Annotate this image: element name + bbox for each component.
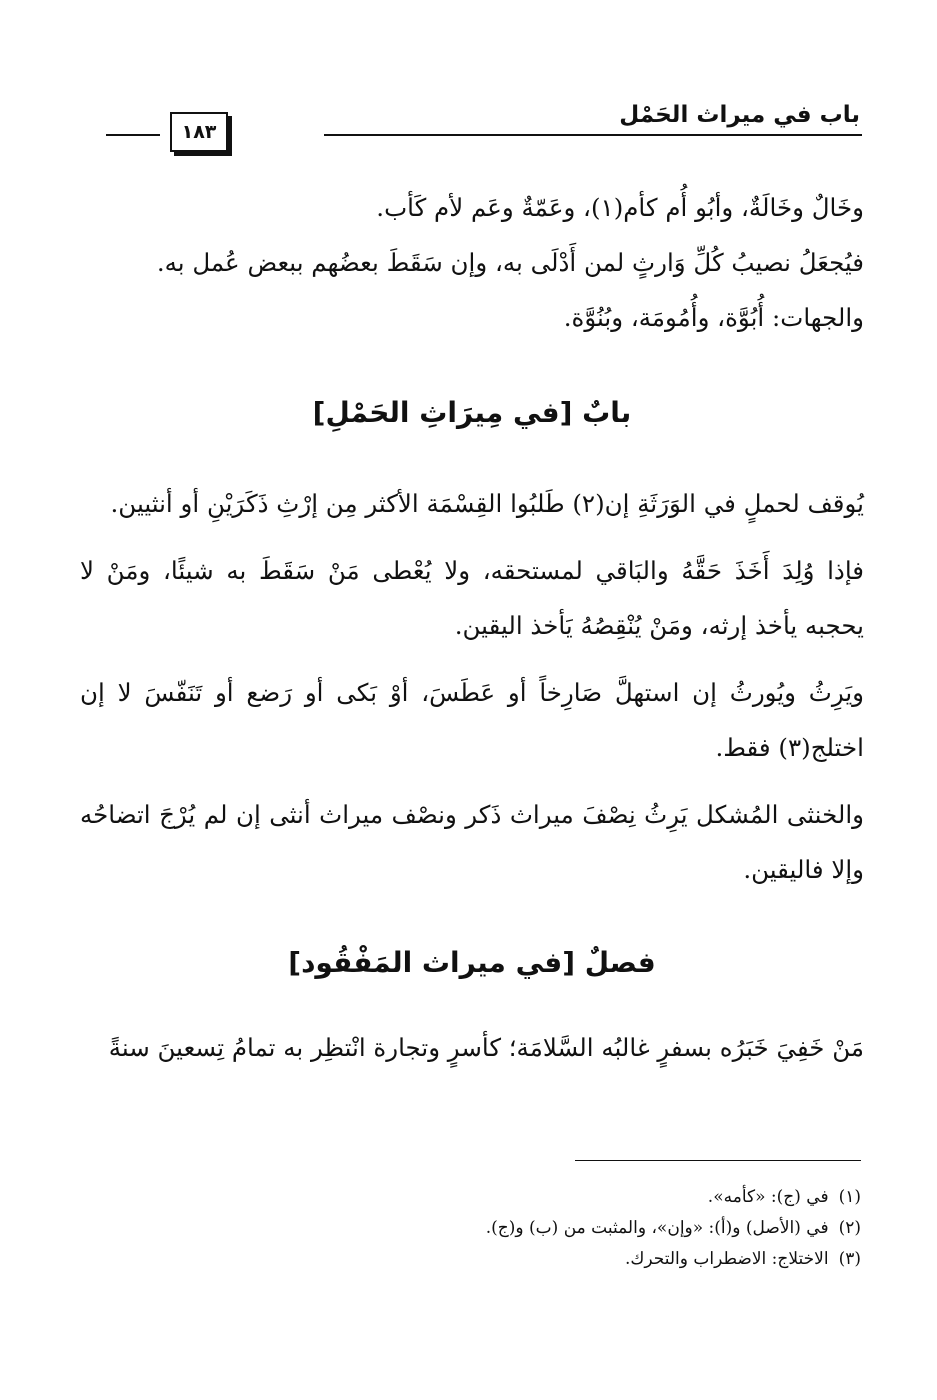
running-title: باب في ميراث الحَمْل [619,102,860,128]
header-rule-left [106,134,160,136]
paragraph: فإذا وُلِدَ أَخَذَ حَقَّهُ والبَاقي لمستحقه، ولا يُعْطى مَنْ سَقَطَ به شيئًا، ومَنْ لا يحجبه يأخذ إرثه، ومَنْ يُنْقِصُهُ يَأخذ اليقين. [80,556,864,640]
section-heading-inheritance-of-fetus: بابٌ [في مِيرَاثِ الحَمْلِ] [312,396,632,429]
section-heading-inheritance-of-missing: فصلٌ [في ميراث المَفْقُود] [288,946,656,979]
footnote-number: (١) [838,1187,861,1207]
footnote-separator [575,1160,861,1161]
footnote-text: في (الأصل) و(أ): «وإن»، والمثبت من (ب) و(ج). [485,1218,829,1238]
footnote-item [161,1244,861,1275]
header-rule-right [324,134,862,136]
paragraph: يُوقف لحملٍ في الوَرَثَةِ إن(٢) طَلبُوا القِسْمَة الأكثر مِن إرْثِ ذَكَرَيْنِ أو أنثيين. [110,489,864,518]
footnote-text: في (ج): «كأمه». [707,1187,829,1207]
intro-line-2: فيُجعَلُ نصيبُ كُلِّ وَارثٍ لمن أَدْلَى به، وإن سَقَطَ بعضُهم ببعض عُمل به. [156,248,864,277]
paragraph: ويَرِثُ ويُورثُ إن استهلَّ صَارِخاً أو عَطَسَ، أوْ بَكى أو رَضع أو تَنَفّسَ لا إن اختلج(٣) فقط. [80,678,864,762]
main-text [80,180,864,1087]
footnote-text: الاختلاج: الاضطراب والتحرك. [624,1249,829,1269]
footnote-item [161,1182,861,1213]
paragraph: مَنْ خَفِيَ خَبَرُه بسفرٍ غالبُه السَّلامَة؛ كأسرٍ وتجارة انْتظِر به تمامُ تِسعينَ سنةً [108,1033,864,1062]
page-header [106,96,862,156]
intro-line-3: والجهات: أُبُوَّة، وأُمُومَة، وبُنُوَّة. [563,303,864,332]
page-number: ١٨٣ [170,112,228,152]
footnote-item [161,1213,861,1244]
footnote-number: (٣) [838,1249,861,1269]
footnote-number: (٢) [838,1218,861,1238]
intro-line-1: وخَالٌ وخَالَةٌ، وأبُو أُم كأم(١)، وعَمّةٌ وعَم لأم كَأب. [376,193,864,222]
paragraph: والخنثى المُشكل يَرِثُ نِصْفَ ميراث ذَكر ونصْف ميراث أنثى إن لم يُرْجَ اتضاحُه وإلا فاليقين. [80,800,864,884]
footnotes [161,1182,861,1275]
